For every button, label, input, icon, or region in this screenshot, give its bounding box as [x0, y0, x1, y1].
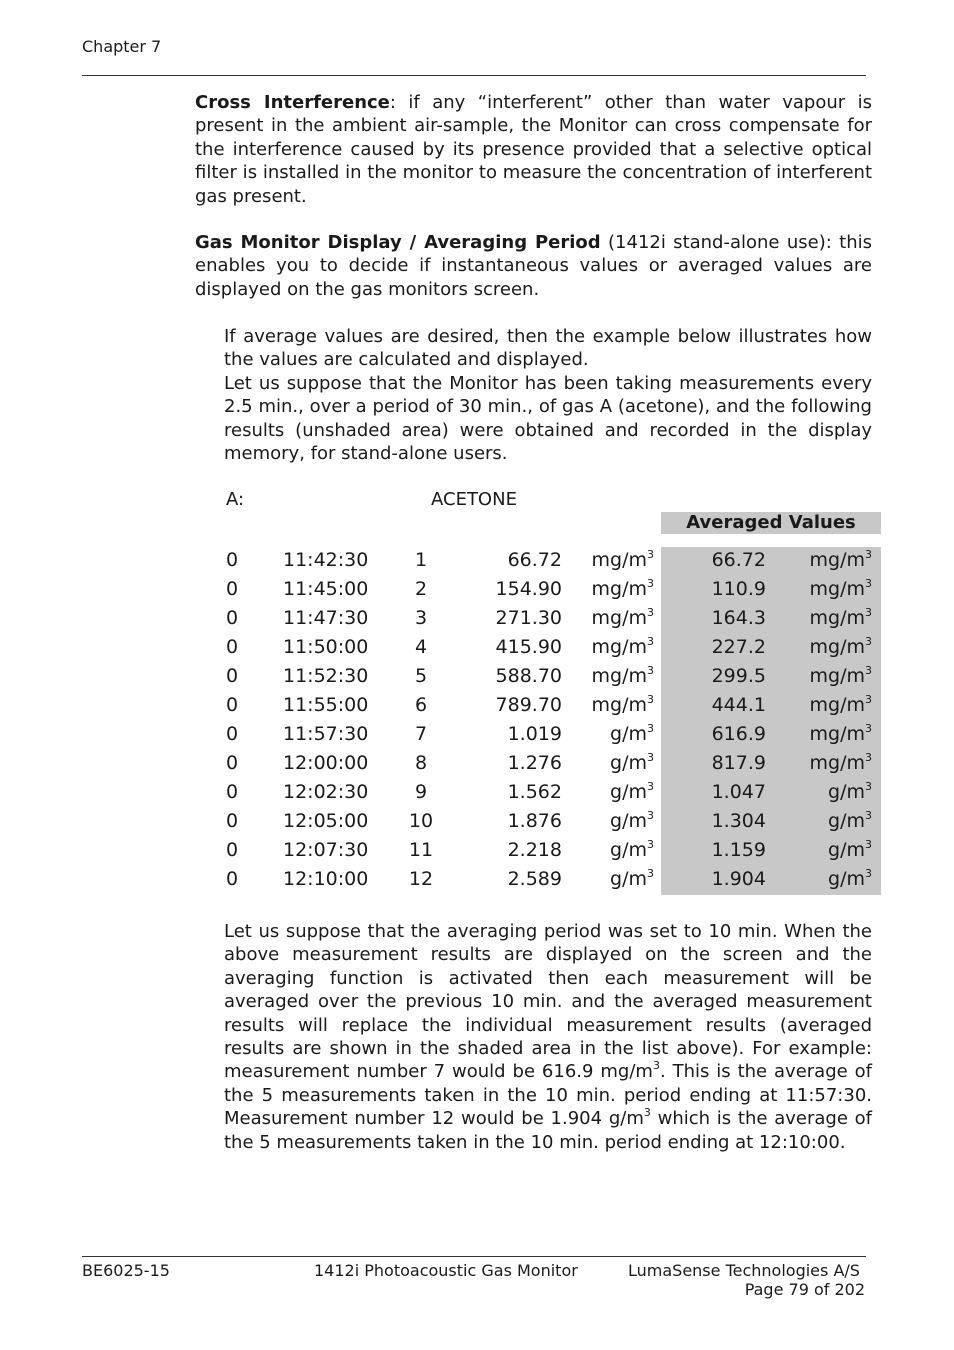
unit-exponent: 3 — [647, 548, 654, 561]
unit-exponent: 3 — [865, 780, 872, 793]
table-row — [0, 607, 954, 636]
unit-exponent: 3 — [865, 751, 872, 764]
cell-n: 1 — [414, 549, 428, 571]
cell-avg-unit: $g/m^3$ — [828, 867, 872, 890]
averaging-period-term: Gas Monitor Display / Averaging Period — [195, 232, 601, 253]
cell-time: 11:47:30 — [283, 607, 369, 629]
intro-paragraph-1: If average values are desired, then the example below illustrates how the values are calculated and displayed. — [224, 326, 872, 371]
unit-exponent: 3 — [647, 722, 654, 735]
unit-exponent: 3 — [865, 867, 872, 880]
cell-avg: 66.72 — [711, 549, 766, 571]
cell-avg-unit: $mg/m^3$ — [809, 635, 872, 658]
cell-avg: 817.9 — [711, 752, 766, 774]
cell-time: 11:55:00 — [283, 694, 369, 716]
cell-value: 2.589 — [507, 868, 562, 890]
explanation-paragraph — [224, 920, 872, 1154]
cell-value: 1.876 — [507, 810, 562, 832]
cell-unit: $mg/m^3$ — [591, 577, 654, 600]
cell-n: 9 — [414, 781, 428, 803]
unit-exponent: 3 — [647, 751, 654, 764]
unit-exponent: 3 — [865, 577, 872, 590]
cell-a: 0 — [226, 607, 239, 629]
cell-avg-unit: $mg/m^3$ — [809, 751, 872, 774]
cell-value: 2.218 — [507, 839, 562, 861]
cell-time: 12:02:30 — [283, 781, 369, 803]
table-row — [0, 694, 954, 723]
table-row — [0, 723, 954, 752]
unit-exponent: 3 — [865, 838, 872, 851]
footer-rule — [82, 1256, 866, 1257]
averaging-period-text: (1412i stand-alone use): this enables you to decide if instantaneous values or averaged values are displayed on the gas monitors screen. — [195, 232, 872, 300]
cell-time: 11:57:30 — [283, 723, 369, 745]
cell-time: 11:50:00 — [283, 636, 369, 658]
cell-a: 0 — [226, 839, 239, 861]
footer-page-number: Page 79 of 202 — [744, 1280, 865, 1299]
explanation-text-1: Let us suppose that the averaging period was set to 10 min. When the above measurement results are displayed on the screen and the averaging function is activated then each measurement will be averaged over the previous 10 min. and the averaged measurement results will replace the individual measurement results (averaged results are shown in the shaded area in the list above). For example: measurement number 7 would be 616.9 mg/m — [224, 921, 872, 1083]
cell-n: 7 — [414, 723, 428, 745]
unit-exponent: 3 — [647, 577, 654, 590]
cell-n: 10 — [408, 810, 434, 832]
cell-n: 4 — [414, 636, 428, 658]
cell-time: 12:05:00 — [283, 810, 369, 832]
cell-time: 12:10:00 — [283, 868, 369, 890]
cell-unit: $mg/m^3$ — [591, 635, 654, 658]
cell-value: 1.019 — [507, 723, 562, 745]
cell-time: 11:42:30 — [283, 549, 369, 571]
cell-value: 415.90 — [495, 636, 562, 658]
cell-avg-unit: $g/m^3$ — [828, 809, 872, 832]
unit-exponent: 3 — [865, 635, 872, 648]
averaged-values-header: Averaged Values — [686, 512, 856, 533]
cell-avg: 299.5 — [711, 665, 766, 687]
cell-a: 0 — [226, 752, 239, 774]
cell-time: 11:52:30 — [283, 665, 369, 687]
cell-avg-unit: $mg/m^3$ — [809, 722, 872, 745]
chapter-header: Chapter 7 — [82, 37, 162, 56]
unit-exponent: 3 — [865, 693, 872, 706]
cell-value: 789.70 — [495, 694, 562, 716]
cell-avg: 1.047 — [711, 781, 766, 803]
table-row — [0, 839, 954, 868]
footer-doc-number: BE6025-15 — [82, 1261, 170, 1280]
header-rule — [82, 75, 866, 76]
unit-exponent: 3 — [647, 635, 654, 648]
cell-unit: $mg/m^3$ — [591, 548, 654, 571]
cell-avg: 444.1 — [711, 694, 766, 716]
cell-unit: $g/m^3$ — [610, 780, 654, 803]
cell-unit: $g/m^3$ — [610, 751, 654, 774]
cell-a: 0 — [226, 636, 239, 658]
cell-unit: $mg/m^3$ — [591, 606, 654, 629]
table-row — [0, 578, 954, 607]
table-row — [0, 549, 954, 578]
cell-avg-unit: $mg/m^3$ — [809, 548, 872, 571]
intro-paragraph-2: Let us suppose that the Monitor has been taking measurements every 2.5 min., over a period of 30 min., of gas A (acetone), and the following results (unshaded area) were obtained and recorded in the display memory, for stand-alone users. — [224, 373, 872, 465]
unit-exponent: 3 — [647, 838, 654, 851]
cross-interference-term: Cross Interference — [195, 92, 390, 113]
cell-value: 588.70 — [495, 665, 562, 687]
cell-a: 0 — [226, 868, 239, 890]
cell-avg: 227.2 — [711, 636, 766, 658]
cell-a: 0 — [226, 723, 239, 745]
unit-exponent: 3 — [865, 809, 872, 822]
unit-exponent: 3 — [647, 606, 654, 619]
averaging-period-paragraph — [195, 231, 872, 301]
table-row — [0, 868, 954, 897]
table-row — [0, 665, 954, 694]
unit-exponent: 3 — [865, 606, 872, 619]
unit-exponent: 3 — [865, 722, 872, 735]
cell-avg: 1.304 — [711, 810, 766, 832]
cell-avg-unit: $mg/m^3$ — [809, 664, 872, 687]
cell-unit: $mg/m^3$ — [591, 693, 654, 716]
unit-exponent: 3 — [865, 664, 872, 677]
cross-interference-text: : if any “interferent” other than water vapour is present in the ambient air-sample, the Monitor can cross compensate for the interference caused by its presence provided that a selective optical filter is installed in the monitor to measure the concentration of interferent gas present. — [195, 92, 873, 207]
unit-exponent: 3 — [865, 548, 872, 561]
cell-n: 6 — [414, 694, 428, 716]
explanation-exponent-2: 3 — [643, 1106, 651, 1120]
cell-avg: 1.159 — [711, 839, 766, 861]
cell-unit: $g/m^3$ — [610, 838, 654, 861]
cell-avg-unit: $mg/m^3$ — [809, 577, 872, 600]
cell-avg: 110.9 — [711, 578, 766, 600]
cell-a: 0 — [226, 549, 239, 571]
table-row — [0, 810, 954, 839]
unit-exponent: 3 — [647, 693, 654, 706]
cell-value: 271.30 — [495, 607, 562, 629]
table-row — [0, 781, 954, 810]
table-row — [0, 752, 954, 781]
cell-avg-unit: $mg/m^3$ — [809, 606, 872, 629]
cell-avg-unit: $g/m^3$ — [828, 780, 872, 803]
table-row — [0, 636, 954, 665]
cell-n: 12 — [408, 868, 434, 890]
explanation-text-2: . This is the average of the 5 measurements taken in the 10 min. period ending at 11:57:30. Measurement number 12 would be 1.904 g/m — [224, 1061, 872, 1130]
cell-a: 0 — [226, 694, 239, 716]
unit-exponent: 3 — [647, 664, 654, 677]
cell-value: 66.72 — [507, 549, 562, 571]
cell-time: 12:00:00 — [283, 752, 369, 774]
cell-n: 11 — [408, 839, 434, 861]
cell-unit: $g/m^3$ — [610, 809, 654, 832]
cell-unit: $g/m^3$ — [610, 867, 654, 890]
cell-avg: 616.9 — [711, 723, 766, 745]
cell-value: 154.90 — [495, 578, 562, 600]
unit-exponent: 3 — [647, 809, 654, 822]
cell-avg: 1.904 — [711, 868, 766, 890]
cell-n: 2 — [414, 578, 428, 600]
cell-a: 0 — [226, 578, 239, 600]
cell-avg: 164.3 — [711, 607, 766, 629]
cell-a: 0 — [226, 810, 239, 832]
cell-value: 1.562 — [507, 781, 562, 803]
cell-unit: $g/m^3$ — [610, 722, 654, 745]
cell-n: 8 — [414, 752, 428, 774]
cell-a: 0 — [226, 781, 239, 803]
cell-avg-unit: $mg/m^3$ — [809, 693, 872, 716]
cell-time: 12:07:30 — [283, 839, 369, 861]
explanation-exponent-1: 3 — [652, 1059, 660, 1073]
cell-n: 5 — [414, 665, 428, 687]
table-gas-name: ACETONE — [431, 489, 517, 510]
footer-product: 1412i Photoacoustic Gas Monitor — [314, 1261, 578, 1280]
unit-exponent: 3 — [647, 780, 654, 793]
cross-interference-paragraph — [195, 91, 872, 208]
cell-value: 1.276 — [507, 752, 562, 774]
cell-n: 3 — [414, 607, 428, 629]
cell-avg-unit: $g/m^3$ — [828, 838, 872, 861]
cell-unit: $mg/m^3$ — [591, 664, 654, 687]
unit-exponent: 3 — [647, 867, 654, 880]
table-gas-label: A: — [226, 489, 245, 510]
explanation-text-3: which is the average of the 5 measurements taken in the 10 min. period ending at 12:10:00. — [224, 1108, 873, 1153]
cell-a: 0 — [226, 665, 239, 687]
cell-time: 11:45:00 — [283, 578, 369, 600]
footer-company: LumaSense Technologies A/S — [628, 1261, 860, 1280]
